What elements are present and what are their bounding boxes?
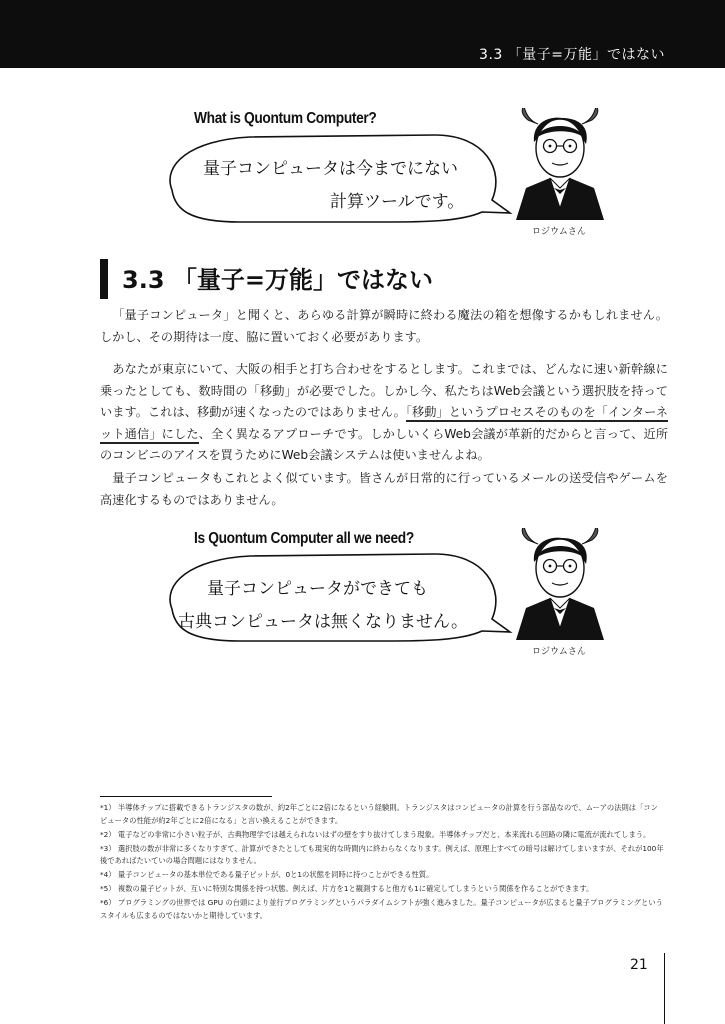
footnote-6: *6） プログラミングの世界では GPU の台頭により並行プログラミングというパラダイムシフトが強く進みました。量子コンピュータが広まると量子プログラミングというスタイルも広まるのではないかと期待しています。 [100, 898, 663, 920]
footnote-2: *2） 電子などの非常に小さい粒子が、古典物理学では越えられないはずの壁をすり抜けてしまう現象。半導体チップだと、本来流れる回路の隣に電流が流れてしまう。 [100, 829, 651, 839]
footnotes [100, 802, 665, 924]
character-caption-1: ロジウムさん [532, 227, 586, 237]
paragraph-2-text-b: 、全く異なるアプローチです。しかしいくらWeb会議が革新的だからと言って、近所のコンビニのアイスを買うためにWeb会議システムは使いませんよね。 [100, 426, 669, 462]
page-number-rule [664, 953, 665, 1024]
bubble2-heading: Is Quontum Computer all we need? [194, 530, 414, 547]
bubble2-line2: 古典コンピュータは無くなりません。 [178, 612, 469, 632]
section-title: 3.3 「量子=万能」ではない [122, 266, 433, 294]
page-number: 21 [630, 957, 648, 973]
footnote-4: *4） 量子コンピュータの基本単位である量子ビットが、0と1の状態を同時に持つことができる性質。 [100, 870, 434, 879]
bubble1-heading: What is Quontum Computer? [194, 110, 377, 127]
character-illustration-1 [510, 108, 610, 223]
paragraph-2-text-a: あなたが東京にいて、大阪の相手と打ち合わせをするとします。これまでは、どんなに速い新幹線に乗ったとしても、数時間の「移動」が必要でした。しかし今、私たちはWeb会議という選択肢を持っています。これは、移動が速くなったのではありません。 [100, 362, 668, 419]
character-illustration-2 [510, 528, 610, 643]
running-header-title: 3.3 「量子=万能」ではない [479, 47, 665, 63]
paragraph-3: 量子コンピュータもこれとよく似ています。皆さんが日常的に行っているメールの送受信やゲームを高速化するものではありません。 [100, 471, 668, 507]
footnote-rule [100, 796, 272, 797]
footnote-3: *3） 選択肢の数が非常に多くなりすぎて、計算ができたとしても現実的な時間内に終わらなくなります。例えば、原理上すべての暗号は解けてしまいますが、それが100年後であればたいていの場合問題にはなりません。 [100, 843, 664, 865]
bubble1-line2: 計算ツールです。 [330, 192, 465, 212]
paragraph-2-underlined: 「移動」というプロセスそのものを「インターネット通信」にした [100, 405, 668, 444]
header-bar [0, 0, 725, 68]
paragraph-2 [100, 359, 668, 467]
character-caption-2: ロジウムさん [532, 647, 586, 657]
footnote-1: *1） 半導体チップに搭載できるトランジスタの数が、約2年ごとに2倍になるという経験則。トランジスタはコンピュータの計算を行う部品なので、ムーアの法則は「コンピュータの性能が約2年ごとに2倍になる」と言い換えることができます。 [100, 803, 658, 825]
section-marker-bar [100, 259, 108, 299]
footnote-5: *5） 複数の量子ビットが、互いに特別な関係を持つ状態。例えば、片方を1と観測すると他方も1に確定してしまうという関係を作ることができます。 [100, 884, 594, 893]
paragraph-1: 「量子コンピュータ」と聞くと、あらゆる計算が瞬時に終わる魔法の箱を想像するかもしれません。しかし、その期待は一度、脇に置いておく必要があります。 [100, 308, 668, 344]
bubble1-line1: 量子コンピュータは今までにない [203, 159, 458, 179]
bubble2-line1: 量子コンピュータができても [207, 579, 428, 599]
